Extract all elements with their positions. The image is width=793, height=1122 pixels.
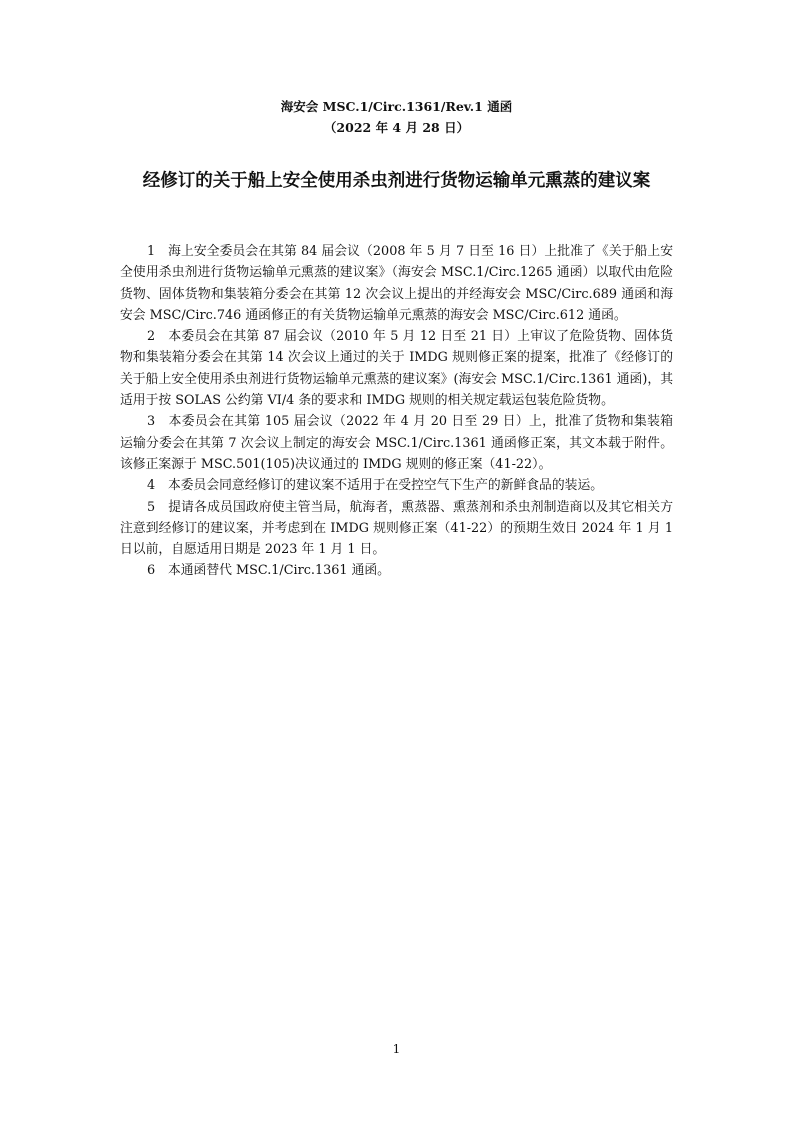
- paragraph-4: 4 本委员会同意经修订的建议案不适用于在受控空气下生产的新鲜食品的装运。: [147, 478, 604, 494]
- document-body: [120, 241, 673, 582]
- circular-date: （2022 年 4 月 28 日）: [323, 120, 470, 135]
- paragraph-1: 1 海上安全委员会在其第 84 届会议（2008 年 5 月 7 日至 16 日）上批准了《关于船上安全使用杀虫剂进行货物运输单元熏蒸的建议案》（海安会 MSC.1/Circ.1265 通函）以取代由危险货物、固体货物和集装箱分委会在其第 12 次会议上提出的并经海安会 MSC/Circ.689 通函和海安会 MSC/Circ.746 通函修正的有关货物运输单元熏蒸的海安会 MSC/Circ.612 通函。: [120, 244, 673, 323]
- paragraph-6: 6 本通函替代 MSC.1/Circ.1361 通函。: [147, 563, 390, 579]
- page-number: 1: [392, 1042, 401, 1056]
- document-title: 经修订的关于船上安全使用杀虫剂进行货物运输单元熏蒸的建议案: [142, 171, 651, 191]
- paragraph-5: 5 提请各成员国政府使主管当局，航海者，熏蒸器、熏蒸剂和杀虫剂制造商以及其它相关方注意到经修订的建议案，并考虑到在 IMDG 规则修正案（41-22）的预期生效日 2024 年 1 月 1 日以前，自愿适用日期是 2023 年 1 月 1 日。: [120, 499, 673, 558]
- circular-reference: 海安会 MSC.1/Circ.1361/Rev.1 通函: [280, 99, 513, 114]
- paragraph-3: 3 本委员会在其第 105 届会议（2022 年 4 月 20 日至 29 日）上，批准了货物和集装箱运输分委会在其第 7 次会议上制定的海安会 MSC.1/Circ.1361 通函修正案，其文本载于附件。该修正案源于 MSC.501(105)决议通过的 IMDG 规则的修正案（41-22）。: [120, 414, 673, 472]
- paragraph-2: 2 本委员会在其第 87 届会议（2010 年 5 月 12 日至 21 日）上审议了危险货物、固体货物和集装箱分委会在其第 14 次会议上通过的关于 IMDG 规则修正案的提案，批准了《经修订的关于船上安全使用杀虫剂进行货物运输单元熏蒸的建议案》(海安会 MSC.1/Circ.1361 通函)，其适用于按 SOLAS 公约第 VI/4 条的要求和 IMDG 规则的相关规定载运包装危险货物。: [120, 329, 673, 409]
